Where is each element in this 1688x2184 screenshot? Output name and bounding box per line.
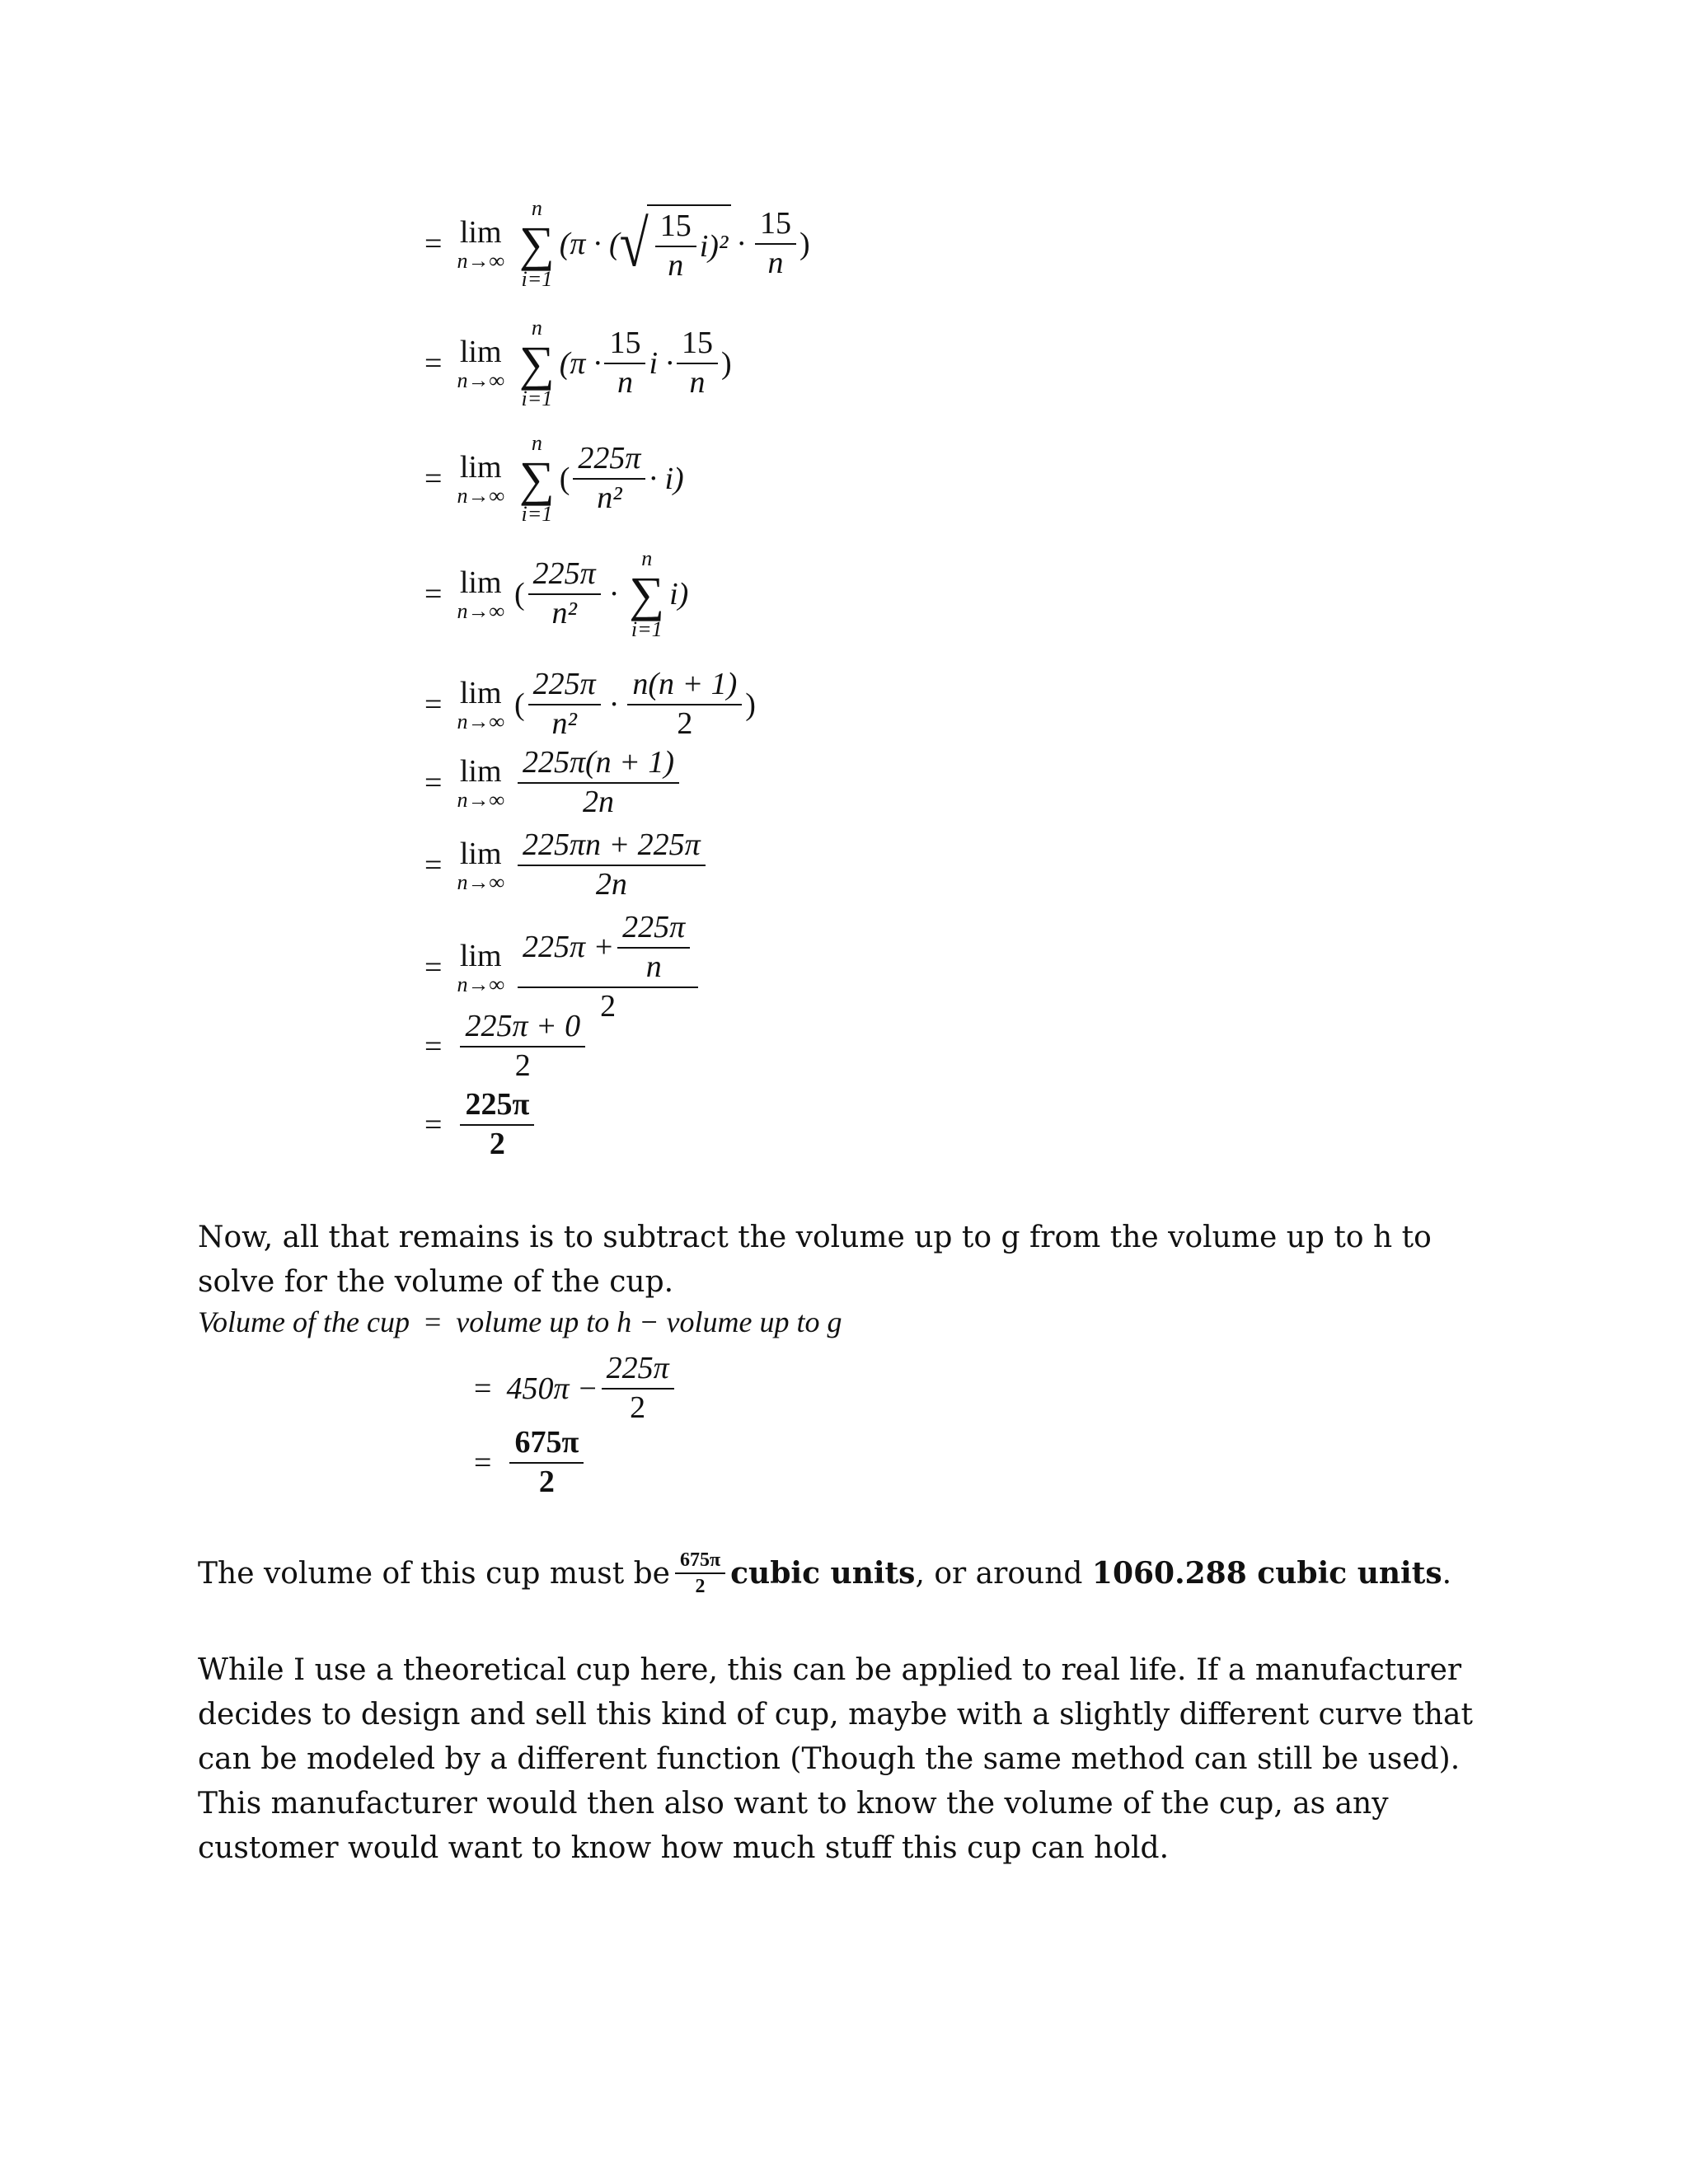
paragraph-text: Now, all that remains is to subtract the volume up to g from the volume up to h to solve for the volume of the cup. [198,1221,1432,1299]
step-8: = lim n→∞ 225π + $\frac{225\pi}{n}$ 2 [424,911,701,1024]
step-10-result: = $\frac{225\pi}{2}$ [424,1088,537,1162]
step-4: = lim n→∞ ( $\frac{225\pi}{\text{n²}}$ · n ∑ i=1 i) [424,546,689,641]
step-1: = lim n→∞ n ∑ i=1 (π · ( √ $\frac{15}{n}$ i)² · $\frac{15}{n}$ ) [424,196,810,291]
step-7: = lim n→∞ $\frac{225\pi n + 225\pi}{2n}$ [424,828,709,902]
paragraph-result: The volume of this cup must be $\frac{675\pi}{2}$ cubic units , or around 1060.288 cubic units . [198,1549,1452,1598]
volume-step-1: = 450π − $\frac{225\pi}{2}$ [474,1352,678,1426]
summation: n ∑ i=1 [518,196,555,291]
step-9: = $\frac{225\pi + 0}{2}$ [424,1010,588,1084]
step-5: = lim n→∞ ( $\frac{225\pi}{\text{n²}}$ · $\frac{n(n + 1)}{2}$ ) [424,667,756,741]
volume-step-2-result: = $\frac{675\pi}{2}$ [474,1426,587,1500]
paragraph-text: While I use a theoretical cup here, this can be applied to real life. If a manufacturer decides to design and sell this kind of cup, maybe with a slightly different curve that can be modeled by a different function (Though the same method can still be used). This manufacturer would then also want to know the volume of the cup, as any customer would want to know how much stuff this cup can hold. [198,1653,1473,1865]
square-root: √ $\frac{15}{n}$ i)² [620,204,732,284]
fraction: $\frac{15}{n}$ [755,207,796,281]
limit: lim n→∞ [457,215,504,273]
expr-text: (π · ( [559,227,620,261]
paragraph-real-life [198,1648,1517,1871]
step-6: = lim n→∞ $\frac{225\pi(n + 1)}{2n}$ [424,746,682,820]
paragraph-subtract [198,1216,1517,1305]
step-2: = lim n→∞ n ∑ i=1 (π · $\frac{15}{n}$ i · $\frac{15}{n}$ ) [424,316,732,410]
volume-equation: Volume of the cup = volume up to h − volume up to g [198,1305,842,1338]
equals-sign: = [424,227,443,261]
step-3: = lim n→∞ n ∑ i=1 ( $\frac{225\pi}{\text{n²}}$ · i) [424,431,684,526]
